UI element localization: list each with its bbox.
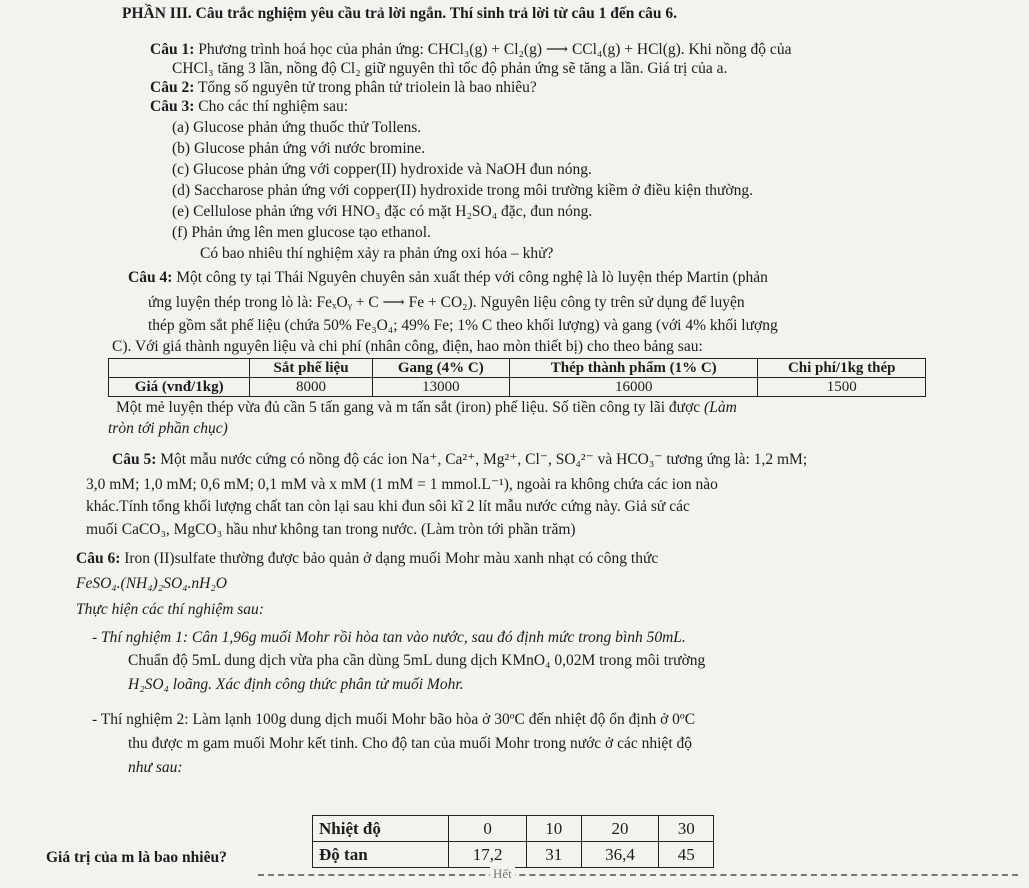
q2 bbox=[150, 78, 537, 98]
q1-label: Câu 1: bbox=[150, 41, 195, 58]
section-title: PHẦN III. Câu trắc nghiệm yêu cầu trả lời ngắn. Thí sinh trả lời từ câu 1 đến câu 6. bbox=[122, 5, 677, 22]
q6-label: Câu 6: bbox=[76, 550, 121, 567]
q6-exp1-line2: Chuẩn độ 5mL dung dịch vừa pha cần dùng 5mL dung dịch KMnO₄ 0,02M trong môi trường bbox=[128, 652, 706, 669]
q4-line4: C). Với giá thành nguyên liệu và chi phí (nhân công, điện, hao mòn thiết bị) cho theo bảng sau: bbox=[112, 338, 703, 355]
solubility-row-temp bbox=[313, 816, 714, 842]
q3-item-b: (b) Glucose phản ứng với nước bromine. bbox=[172, 140, 426, 157]
footer-text: Hết bbox=[490, 864, 515, 884]
q3-intro-text: Cho các thí nghiệm sau: bbox=[198, 98, 349, 115]
solubility-cell: 0 bbox=[449, 816, 527, 842]
q1-line2: CHCl₃ tăng 3 lần, nồng độ Cl₂ giữ nguyên thì tốc độ phản ứng sẽ tăng a lần. Giá trị của a. bbox=[172, 60, 728, 77]
q3-item-e: (e) Cellulose phản ứng với HNO₃ đặc có mặt H₂SO₄ đặc, đun nóng. bbox=[172, 203, 593, 220]
solubility-cell: Nhiệt độ bbox=[313, 816, 449, 842]
price-cell: 16000 bbox=[509, 378, 758, 397]
q3-item-a: (a) Glucose phản ứng thuốc thử Tollens. bbox=[172, 119, 422, 136]
q6-exp2-line2: thu được m gam muối Mohr kết tinh. Cho độ tan của muối Mohr trong nước ở các nhiệt độ bbox=[128, 735, 692, 752]
q3-item-f: (f) Phản ứng lên men glucose tạo ethanol. bbox=[172, 224, 431, 241]
q6-question: Giá trị của m là bao nhiêu? bbox=[46, 849, 227, 866]
solubility-cell: 36,4 bbox=[581, 842, 659, 868]
q4-text: Một công ty tại Thái Nguyên chuyên sản xuất thép với công nghệ là lò luyện thép Martin (phản bbox=[176, 269, 768, 286]
price-cell: 1500 bbox=[758, 378, 926, 397]
q6-formula: FeSO₄.(NH₄)₂SO₄.nH₂O bbox=[76, 575, 227, 592]
q3-question: Có bao nhiêu thí nghiệm xảy ra phản ứng oxi hóa – khử? bbox=[200, 245, 554, 262]
q4-line5-italic: (Làm bbox=[704, 399, 737, 416]
solubility-cell: 30 bbox=[659, 816, 714, 842]
q5-line4: muối CaCO₃, MgCO₃ hầu như không tan trong nước. (Làm tròn tới phần trăm) bbox=[86, 521, 576, 538]
q4-line2: ứng luyện thép trong lò là: FeₓOᵧ + C ⟶ Fe + CO₂). Nguyên liệu công ty trên sử dụng để luyện bbox=[148, 294, 745, 311]
q3-item-d: (d) Saccharose phản ứng với copper(II) hydroxide trong môi trường kiềm ở điều kiện thường. bbox=[172, 182, 753, 199]
solubility-table bbox=[312, 815, 714, 868]
q5-line3: khác.Tính tổng khối lượng chất tan còn lại sau khi đun sôi kĩ 2 lít mẫu nước cứng này. Giả sử các bbox=[86, 498, 690, 515]
q4-line3: thép gồm sắt phế liệu (chứa 50% Fe₃O₄; 49% Fe; 1% C theo khối lượng) và gang (với 4% khối lượng bbox=[148, 317, 778, 334]
price-header-cell bbox=[109, 359, 250, 378]
q6-exp2-line1: - Thí nghiệm 2: Làm lạnh 100g dung dịch muối Mohr bão hòa ở 30ºC đến nhiệt độ ổn định ở 0ºC bbox=[92, 711, 696, 728]
q5-text: Một mẫu nước cứng có nồng độ các ion Na⁺, Ca²⁺, Mg²⁺, Cl⁻, SO₄²⁻ và HCO₃⁻ tương ứng là: 1,2 mM; bbox=[160, 451, 808, 468]
q1-line1 bbox=[150, 40, 791, 60]
q5-label: Câu 5: bbox=[112, 451, 157, 468]
solubility-cell: 10 bbox=[527, 816, 582, 842]
q4-line5-text: Một mẻ luyện thép vừa đủ cần 5 tấn gang và m tấn sắt (iron) phế liệu. Số tiền công ty lãi được bbox=[116, 399, 701, 416]
solubility-cell: 31 bbox=[527, 842, 582, 868]
footer-divider bbox=[258, 866, 1018, 881]
q2-label: Câu 2: bbox=[150, 79, 195, 96]
price-header-cell: Chi phí/1kg thép bbox=[758, 359, 926, 378]
price-cell: Giá (vnđ/1kg) bbox=[109, 378, 250, 397]
q3-item-c: (c) Glucose phản ứng với copper(II) hydroxide và NaOH đun nóng. bbox=[172, 161, 592, 178]
price-table-row bbox=[109, 378, 926, 397]
q6-intro: Thực hiện các thí nghiệm sau: bbox=[76, 601, 264, 618]
price-table-header bbox=[109, 359, 926, 378]
q4-label: Câu 4: bbox=[128, 269, 173, 286]
price-header-cell: Gang (4% C) bbox=[372, 359, 509, 378]
q6-text: Iron (II)sulfate thường được bảo quản ở dạng muối Mohr màu xanh nhạt có công thức bbox=[124, 550, 659, 567]
q4-line1 bbox=[128, 268, 768, 288]
q6-exp1-line3: H₂SO₄ loãng. Xác định công thức phân tử muối Mohr. bbox=[128, 676, 464, 693]
q1-text: Phương trình hoá học của phản ứng: CHCl₃(g) + Cl₂(g) ⟶ CCl₄(g) + HCl(g). Khi nồng độ của bbox=[198, 41, 792, 58]
q5-line2: 3,0 mM; 1,0 mM; 0,6 mM; 0,1 mM và x mM (1 mM = 1 mmol.L⁻¹), ngoài ra không chứa các ion nào bbox=[86, 476, 718, 493]
q5-line1 bbox=[112, 450, 807, 470]
q6-line1 bbox=[76, 549, 658, 569]
price-cell: 13000 bbox=[372, 378, 509, 397]
q6-exp2-line3: như sau: bbox=[128, 759, 183, 776]
solubility-cell: Độ tan bbox=[313, 842, 449, 868]
solubility-cell: 17,2 bbox=[449, 842, 527, 868]
price-header-cell: Sắt phế liệu bbox=[250, 359, 372, 378]
price-table bbox=[108, 358, 926, 397]
price-cell: 8000 bbox=[250, 378, 372, 397]
q2-text: Tổng số nguyên tử trong phân tử triolein là bao nhiêu? bbox=[197, 79, 537, 96]
q3-label: Câu 3: bbox=[150, 98, 195, 115]
q3-intro bbox=[150, 97, 348, 117]
price-header-cell: Thép thành phẩm (1% C) bbox=[509, 359, 758, 378]
q6-exp1-line1: - Thí nghiệm 1: Cân 1,96g muối Mohr rồi hòa tan vào nước, sau đó định mức trong bình 50mL. bbox=[92, 629, 686, 646]
solubility-cell: 20 bbox=[581, 816, 659, 842]
q4-line6: tròn tới phần chục) bbox=[108, 420, 228, 437]
q4-line5 bbox=[116, 398, 737, 418]
solubility-cell: 45 bbox=[659, 842, 714, 868]
